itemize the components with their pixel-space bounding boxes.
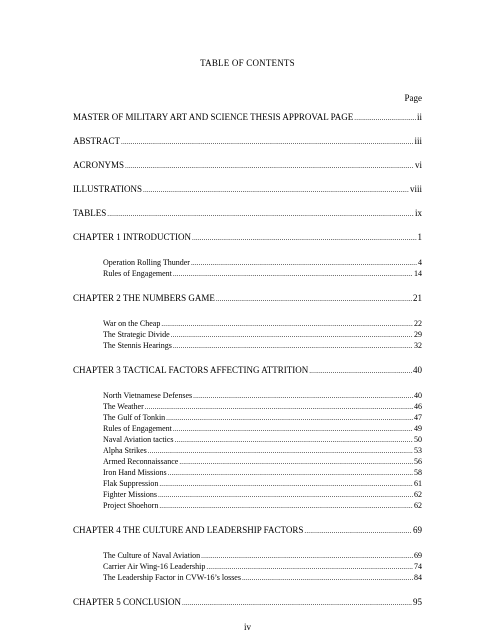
leader-dots (125, 161, 414, 172)
toc-subentry-page: 47 (414, 413, 422, 422)
leader-dots (201, 551, 413, 561)
leader-dots (166, 413, 413, 423)
toc-subentry-label: The Strategic Divide (103, 330, 170, 339)
toc-subentry-label: Operation Rolling Thunder (103, 258, 190, 267)
toc-subentry[interactable] (103, 446, 422, 456)
toc-subentry-page: 62 (414, 490, 422, 499)
toc-subentry-label: Flak Suppression (103, 479, 159, 488)
toc-entry-label: CHAPTER 1 INTRODUCTION (73, 232, 191, 242)
leader-dots (309, 366, 412, 377)
toc-entry-page: 40 (413, 365, 422, 375)
toc-entry-label: ILLUSTRATIONS (73, 184, 142, 194)
toc-subentry-label: Alpha Strikes (103, 446, 147, 455)
toc-subentry[interactable] (103, 341, 422, 351)
toc-subentry-page: 46 (414, 402, 422, 411)
toc-subentry-label: Rules of Engagement (103, 424, 172, 433)
toc-subentry-page: 22 (414, 319, 422, 328)
page-title: TABLE OF CONTENTS (200, 58, 295, 68)
toc-subentry-page: 62 (414, 501, 422, 510)
toc-entry-label: ACRONYMS (73, 160, 125, 170)
leader-dots (143, 185, 409, 196)
toc-subentry-page: 74 (414, 562, 422, 571)
toc-subentry-page: 56 (414, 457, 422, 466)
toc-entry-label: MASTER OF MILITARY ART AND SCIENCE THESIS APPROVAL PAGE (73, 112, 354, 122)
leader-dots (145, 402, 413, 412)
leader-dots (161, 319, 413, 329)
toc-subentry-label: Fighter Missions (103, 490, 158, 499)
toc-subentry-label: The Gulf of Tonkin (103, 413, 166, 422)
toc-subentry-label: The Culture of Naval Aviation (103, 551, 201, 560)
toc-subentry-label: Project Shoehorn (103, 501, 159, 510)
toc-subentry[interactable] (103, 424, 422, 434)
leader-dots (159, 501, 413, 511)
toc-entry[interactable] (73, 112, 422, 124)
toc-subentry-page: 32 (414, 341, 422, 350)
toc-subentry-page: 61 (414, 479, 422, 488)
toc-subentry[interactable] (103, 413, 422, 423)
toc-subentry-label: The Stennis Hearings (103, 341, 172, 350)
page-number: iv (243, 622, 251, 632)
toc-entry-page: iii (414, 136, 422, 146)
leader-dots (159, 479, 413, 489)
toc-entry-label: CHAPTER 2 THE NUMBERS GAME (73, 293, 215, 303)
toc-entry-page: viii (409, 184, 422, 194)
leader-dots (242, 573, 413, 583)
toc-subentry[interactable] (103, 330, 422, 340)
toc-entry[interactable] (73, 208, 422, 220)
toc-entry-label: TABLES (73, 208, 107, 218)
leader-dots (191, 258, 417, 268)
leader-dots (121, 137, 413, 148)
toc-entry-page: 21 (413, 293, 422, 303)
toc-subentry-label: War on the Cheap (103, 319, 161, 328)
leader-dots (179, 457, 413, 467)
toc-subentry-page: 58 (414, 468, 422, 477)
toc-subentry-page: 84 (414, 573, 422, 582)
leader-dots (304, 526, 412, 537)
toc-entry-label: CHAPTER 3 TACTICAL FACTORS AFFECTING ATTRITION (73, 365, 309, 375)
leader-dots (182, 598, 412, 609)
toc-subentry[interactable] (103, 501, 422, 511)
toc-entry-page: ii (416, 112, 422, 122)
leader-dots (168, 468, 413, 478)
toc-subentry-label: Armed Reconnaissance (103, 457, 179, 466)
toc-subentry[interactable] (103, 468, 422, 478)
toc-subentry[interactable] (103, 258, 422, 268)
toc-subentry-page: 50 (414, 435, 422, 444)
toc-entry-page: 95 (413, 597, 422, 607)
toc-subentry[interactable] (103, 457, 422, 467)
toc-subentry-page: 14 (414, 269, 422, 278)
leader-dots (216, 294, 412, 305)
leader-dots (175, 435, 414, 445)
toc-entry[interactable] (73, 160, 422, 172)
toc-subentry[interactable] (103, 562, 422, 572)
toc-entry-label: ABSTRACT (73, 136, 121, 146)
toc-subentry-label: The Leadership Factor in CVW-16’s losses (103, 573, 241, 582)
toc-subentry-page: 69 (414, 551, 422, 560)
toc-chapter-entry[interactable] (73, 525, 422, 537)
toc-subentry[interactable] (103, 402, 422, 412)
toc-entry[interactable] (73, 136, 422, 148)
toc-subentry[interactable] (103, 479, 422, 489)
toc-subentry-label: Rules of Engagement (103, 269, 172, 278)
leader-dots (173, 269, 413, 279)
leader-dots (107, 209, 414, 220)
toc-subentry-label: North Vietnamese Defenses (103, 391, 193, 400)
toc-subentry[interactable] (103, 269, 422, 279)
toc-subentry-page: 4 (418, 258, 422, 267)
toc-subentry-page: 49 (414, 424, 422, 433)
toc-chapter-entry[interactable] (73, 597, 422, 609)
toc-subentry-label: Naval Aviation tactics (103, 435, 174, 444)
toc-entry-label: CHAPTER 5 CONCLUSION (73, 597, 182, 607)
toc-subentry[interactable] (103, 490, 422, 500)
toc-chapter-entry[interactable] (73, 232, 422, 244)
toc-subentry-label: Carrier Air Wing-16 Leadership (103, 562, 206, 571)
leader-dots (173, 341, 413, 351)
toc-subentry[interactable] (103, 319, 422, 329)
leader-dots (158, 490, 413, 500)
toc-entry[interactable] (73, 184, 422, 196)
toc-chapter-entry[interactable] (73, 293, 422, 305)
toc-entry-label: CHAPTER 4 THE CULTURE AND LEADERSHIP FACTORS (73, 525, 304, 535)
toc-subentry[interactable] (103, 435, 422, 445)
toc-subentry-page: 29 (414, 330, 422, 339)
toc-entry-page: 69 (413, 525, 422, 535)
leader-dots (354, 113, 416, 124)
toc-subentry-label: Iron Hand Missions (103, 468, 167, 477)
toc-entry-page: 1 (417, 232, 422, 242)
leader-dots (148, 446, 413, 456)
toc-subentry-page: 40 (414, 391, 422, 400)
leader-dots (193, 391, 413, 401)
toc-subentry-page: 53 (414, 446, 422, 455)
leader-dots (173, 424, 413, 434)
toc-subentry[interactable] (103, 391, 422, 401)
toc-subentry-label: The Weather (103, 402, 144, 411)
toc-subentry[interactable] (103, 551, 422, 561)
toc-chapter-entry[interactable] (73, 365, 422, 377)
toc-entry-page: ix (414, 208, 422, 218)
leader-dots (206, 562, 413, 572)
leader-dots (192, 233, 417, 244)
toc-entry-page: vi (414, 160, 422, 170)
toc-subentry[interactable] (103, 573, 422, 583)
leader-dots (171, 330, 413, 340)
page-column-header: Page (404, 93, 422, 103)
